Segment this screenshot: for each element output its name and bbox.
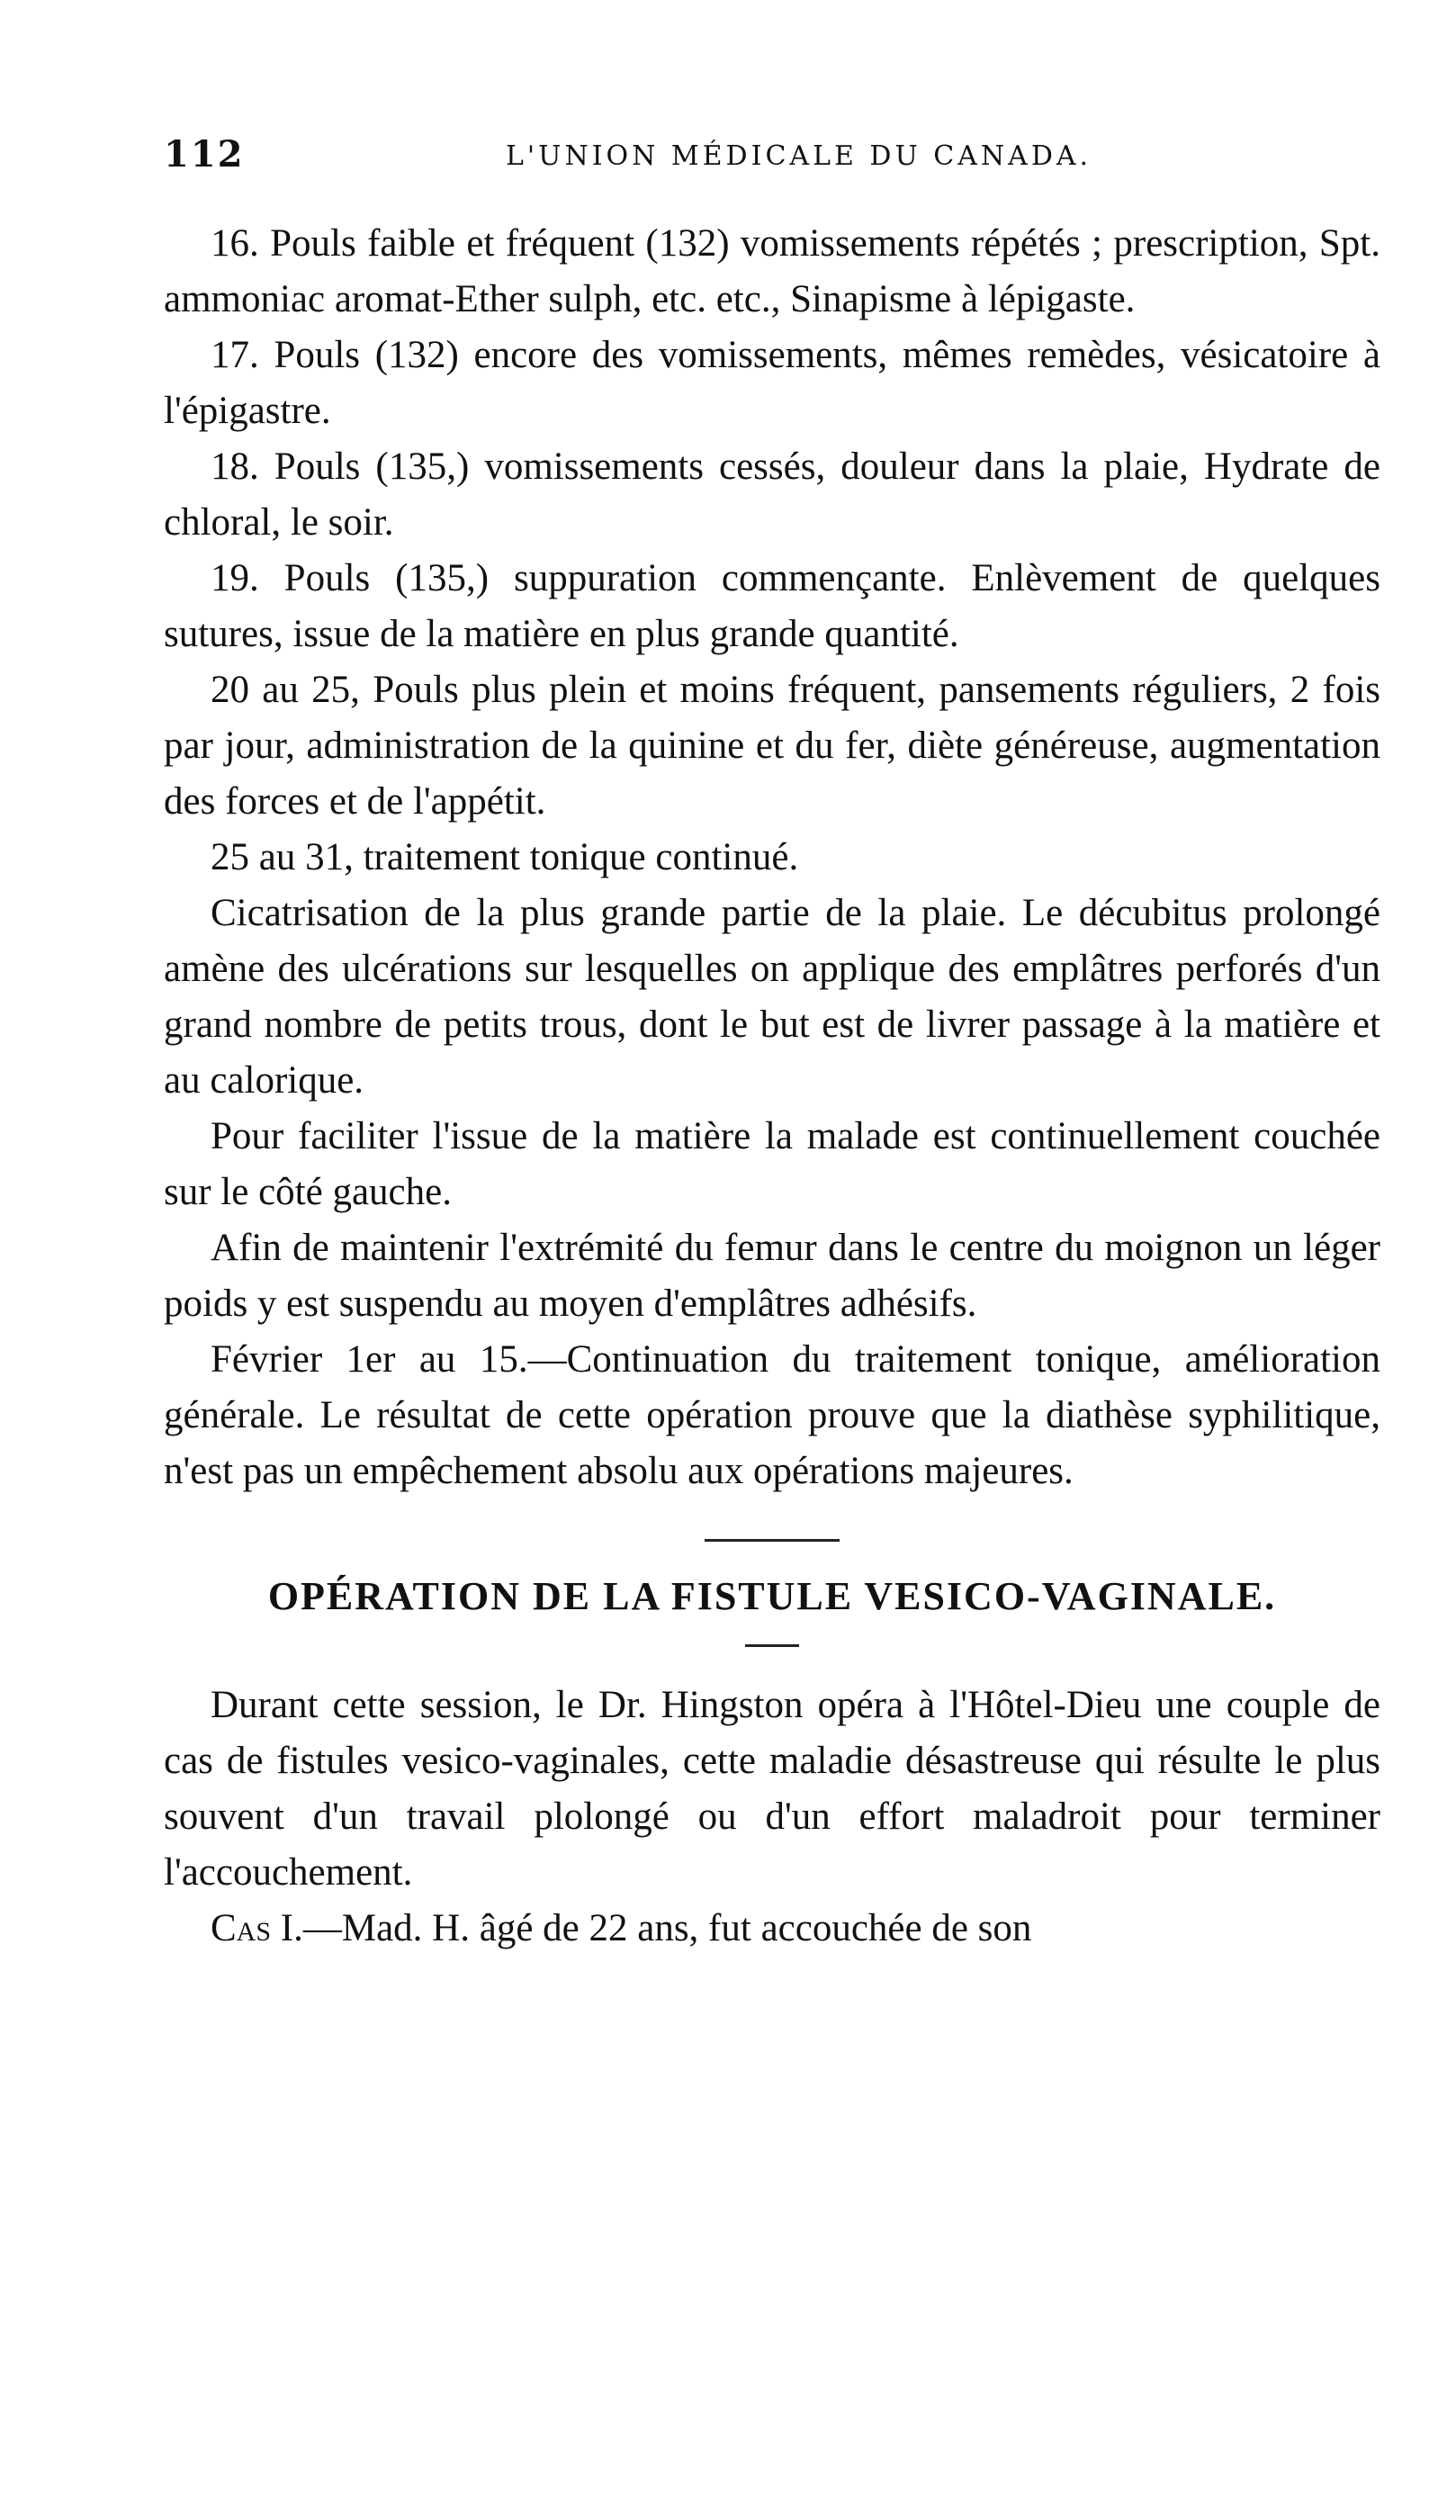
paragraph-weight: Afin de maintenir l'extrémité du femur dans le centre du moignon un léger poids y est suspendu au moyen d'emplâtres adhésifs. bbox=[164, 1227, 1380, 1325]
paragraph-days-25-31: 25 au 31, traitement tonique continué. bbox=[211, 836, 799, 878]
case-text: —Mad. H. âgé de 22 ans, fut accouchée de son bbox=[302, 1907, 1032, 1949]
paragraph-day-17: 17. Pouls (132) encore des vomissements, mêmes remèdes, vésicatoire à l'épigastre. bbox=[164, 334, 1380, 432]
running-head bbox=[164, 133, 1380, 187]
paragraph-cicatrisation: Cicatrisation de la plus grande partie de la plaie. Le décubitus prolongé amène des ulcérations sur lesquelles on applique des emplâtres perforés d'un grand nombre de petits trous, dont le but est de livrer passage à la matière et au calorique. bbox=[164, 892, 1380, 1102]
body-text bbox=[164, 216, 1380, 1957]
paragraph-position: Pour faciliter l'issue de la matière la malade est continuellement couchée sur le côté gauche. bbox=[164, 1115, 1380, 1213]
section-title: OPÉRATION DE LA FISTULE VESICO-VAGINALE. bbox=[267, 1574, 1277, 1618]
section-divider bbox=[705, 1539, 840, 1542]
paragraph-february: Février 1er au 15.—Continuation du traitement tonique, amélioration générale. Le résultat de cette opération prouve que la diathèse syphilitique, n'est pas un empêchement absolu aux opérations majeures. bbox=[164, 1338, 1380, 1492]
title-divider bbox=[745, 1644, 799, 1647]
page-number: 112 bbox=[164, 133, 245, 176]
paragraph-day-18: 18. Pouls (135,) vomissements cessés, douleur dans la plaie, Hydrate de chloral, le soir. bbox=[164, 446, 1380, 544]
paragraph-day-19: 19. Pouls (135,) suppuration commençante. Enlèvement de quelques sutures, issue de la matière en plus grande quantité. bbox=[164, 557, 1380, 655]
paragraph-day-16: 16. Pouls faible et fréquent (132) vomissements répétés ; prescription, Spt. ammoniac aromat-Ether sulph, etc. etc., Sinapisme à lépigaste. bbox=[164, 222, 1380, 320]
section-intro: Durant cette session, le Dr. Hingston opéra à l'Hôtel-Dieu une couple de cas de fistules vesico-vaginales, cette maladie désastreuse qui résulte le plus souvent d'un travail plolongé ou d'un effort maladroit pour terminer l'accouchement. bbox=[164, 1684, 1380, 1894]
case-paragraph bbox=[164, 1901, 1380, 1957]
case-label: Cas I. bbox=[211, 1907, 303, 1949]
journal-title: L'UNION MÉDICALE DU CANADA. bbox=[506, 140, 1092, 172]
paragraph-days-20-25: 20 au 25, Pouls plus plein et moins fréquent, pansements réguliers, 2 fois par jour, administration de la quinine et du fer, diète généreuse, augmentation des forces et de l'appétit. bbox=[164, 669, 1380, 823]
